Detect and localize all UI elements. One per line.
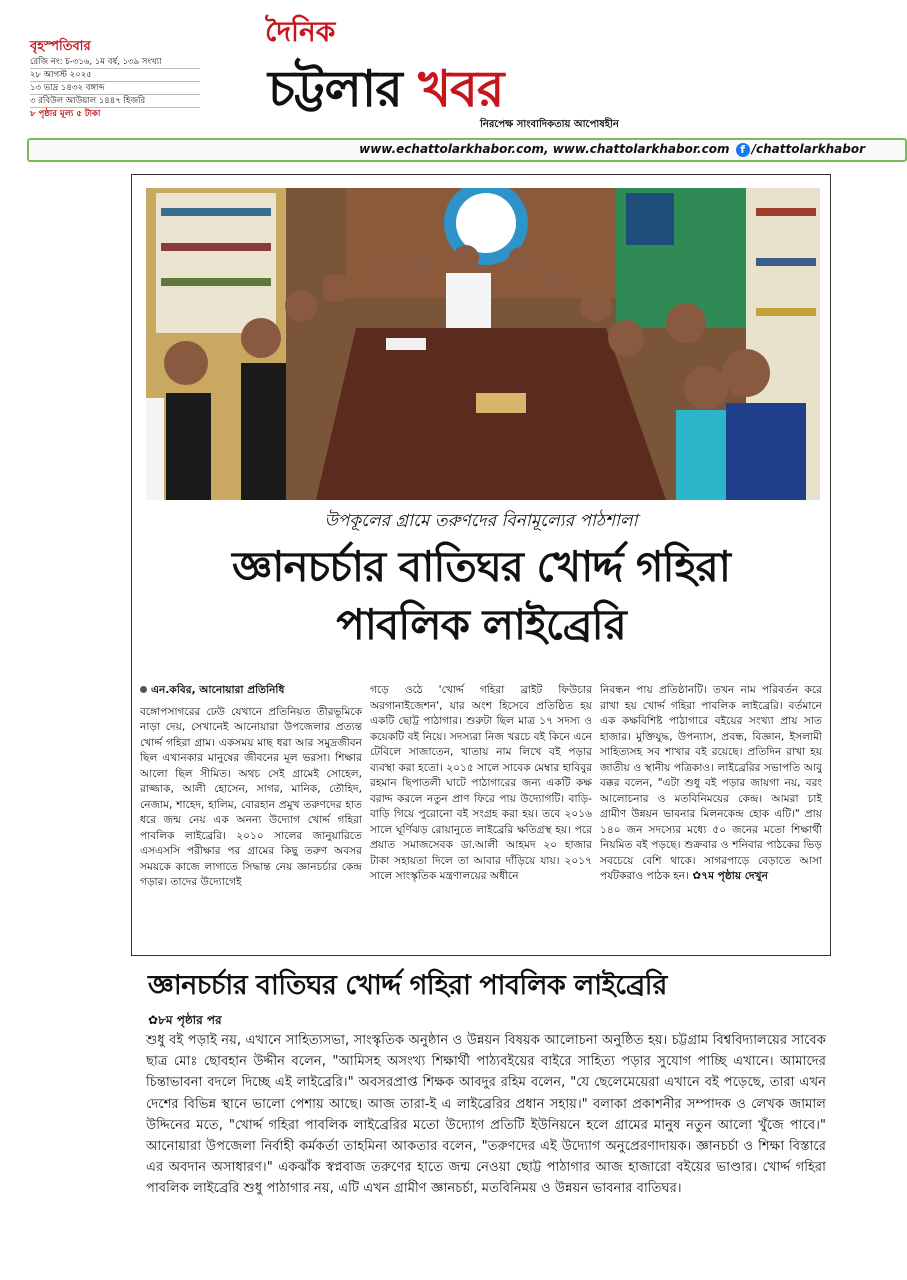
url-text xyxy=(359,142,865,157)
continued-text: ৭ম পৃষ্ঠায় দেখুন xyxy=(701,870,768,882)
byline xyxy=(140,683,362,699)
facebook-icon: f xyxy=(736,143,750,157)
headline-line-2: পাবলিক লাইব্রেরি xyxy=(336,600,626,649)
column-1 xyxy=(140,683,362,948)
column-2 xyxy=(370,683,592,948)
continued-link[interactable]: ✿৭ম পৃষ্ঠায় দেখুন xyxy=(692,870,768,882)
logo-part-1: চট্টলার xyxy=(268,59,402,118)
column-3 xyxy=(600,683,822,948)
group-photo-icon xyxy=(146,188,820,500)
column-2-text: গড়ে ওঠে 'খোর্দ্দ গহিরা ব্রাইট ফিউচার অরগানাইজেশন', যার অংশ হিসেবে প্রতিষ্ঠিত হয় একটি ছোট্ট পাঠাগার। শুরুটা ছিল মাত্র ১৭ সদস্য ও কয়েকটি বই নিয়ে। সদস্যরা নিজ খরচে বই কিনে এনে টেবিলে সাজাতেন, খাতায় নাম লিখে বই পড়ার ব্যবস্থা করা হতো। ২০১৫ সালে সাবেক মেম্বার হাবিবুর রহমান ছিপাতলী ঘাটে পাঠাগারের জন্য একটি কক্ষ বরাদ্দ করলে নতুন প্রাণ ফিরে পায় উদ্যোগটি। বাড়ি-বাড়ি গিয়ে পুরোনো বই সংগ্রহ করা হয়। তবে ২০১৬ সালে ঘূর্ণিঝড় রোয়ানুতে লাইব্রেরি ক্ষতিগ্রস্থ হয়। পরে প্রয়াত সমাজসেবক ডা.আলী আহমদ ২০ হাজার টাকা সহায়তা দিলে তা আবার দাঁড়িয়ে যায়। ২০১৭ সালে সাংস্কৃতিক মন্ত্রণালয়ের অধীনে xyxy=(370,684,592,882)
article-columns xyxy=(140,683,822,948)
photo-caption: উপকূলের গ্রামে তরুণদের বিনামূল্যের পাঠশালা xyxy=(324,511,638,531)
column-1-text: বঙ্গোপসাগরের ঢেউ যেখানে প্রতিনিয়ত তীরভূমিকে নাড়া দেয়, সেখানেই আনোয়ারা উপজেলার প্রত্যন্ত খোর্দ্দ গহিরা গ্রাম। একসময় মাছ ধরা আর সমুদ্রজীবন ছিল এখানকার মানুষের জীবনের মূল ভরসা। শিক্ষার আলো ছিল সীমিত। অথচ সেই গ্রামেই সোহেল, রাজ্জাক, আলী হোসেন, সাগর, মানিক, তৌহিদ, নেজাম, শাহেদ, হালিম, বোরহান প্রমুখ তরুণদের হাত ধরে জন্ম নেয় এক অনন্য উদ্যোগ খোর্দ্দ গহিরা পাবলিক লাইব্রেরি। ২০১০ সালের জানুয়ারিতে এসএসসি পরীক্ষার পর গ্রামের কিছু তরুণ অবসর সময়কে কাজে লাগাতে সিদ্ধান্ত নেয় জ্ঞানচর্চার কেন্দ্র গড়ার। তাদের উদ্যোগেই xyxy=(140,705,362,888)
price: ৮ পৃষ্ঠার মূল্য ৫ টাকা xyxy=(30,109,101,119)
website-urls[interactable]: www.echattolarkhabor.com, www.chattolarkhabor.com xyxy=(359,142,730,156)
headline xyxy=(132,538,830,654)
url-bar xyxy=(27,138,907,162)
date-english: ২৮ আগস্ট ২০২৫ xyxy=(30,69,200,82)
date-hijri: ৩ রবিউল আউয়াল ১৪৪৭ হিজরি xyxy=(30,95,200,108)
logo-part-2: খবর xyxy=(418,59,504,118)
article-box xyxy=(131,174,831,956)
facebook-handle[interactable]: /chattolarkhabor xyxy=(751,142,865,156)
headline-line-1: জ্ঞানচর্চার বাতিঘর খোর্দ্দ গহিরা xyxy=(232,542,730,591)
tagline: নিরপেক্ষ সাংবাদিকতায় আপোষহীন xyxy=(480,119,619,130)
newspaper-logo xyxy=(268,52,503,135)
continuation-body xyxy=(146,1030,826,1200)
byline-text: এন.কবির, আনোয়ারা প্রতিনিধি xyxy=(151,684,285,696)
continuation-title: জ্ঞানচর্চার বাতিঘর খোর্দ্দ গহিরা পাবলিক লাইব্রেরি xyxy=(148,970,667,1001)
continuation-from: ✿৮ম পৃষ্ঠার পর xyxy=(148,1013,222,1027)
photo-illustration xyxy=(146,188,820,500)
registration: রেজি নং: চ-৩১৬, ১ম বর্ষ, ১৩৯ সংখ্যা xyxy=(30,56,200,69)
date-bangla: ১৩ ভাদ্র ১৪৩২ বঙ্গাব্দ xyxy=(30,82,200,95)
logo-dainik: দৈনিক xyxy=(265,15,336,48)
issue-info xyxy=(30,38,200,120)
continuation-text: শুধু বই পড়াই নয়, এখানে সাহিত্যসভা, সাংস্কৃতিক অনুষ্ঠান ও উন্নয়ন বিষয়ক আলোচনা অনুষ্ঠিত হয়। চট্টগ্রাম বিশ্ববিদ্যালয়ের সাবেক ছাত্র মোঃ ছোবহান উদ্দীন বলেন, "আমিসহ অসংখ্য শিক্ষার্থী পাঠ্যবইয়ের বাইরে সাহিত্য পড়ার সুযোগ পাচ্ছি এখানে। আমাদের চিন্তাভাবনা বদলে দিচ্ছে এই লাইব্রেরি।" অবসরপ্রাপ্ত শিক্ষক আবদুর রহিম বলেন, "যে ছেলেমেয়েরা এখানে বই পড়েছে, তারা এখন দেশের বিভিন্ন স্থানে ভালো পেশায় আছে। আজ তারা-ই এ লাইব্রেরির প্রধান সহায়।" বলাকা প্রকাশনীর সম্পাদক ও লেখক জামাল উদ্দিনের মতে, "খোর্দ্দ গহিরা পাবলিক লাইব্রেরির মতো উদ্যোগ প্রতিটি ইউনিয়নে হলে গ্রামের মানুষ নতুন আলো খুঁজে পাবে।" আনোয়ারা উপজেলা নির্বাহী কর্মকর্তা তাহমিনা আকতার বলেন, "তরুণদের এই উদ্যোগ অনুপ্রেরণাদায়ক। জ্ঞানচর্চা ও শিক্ষা বিস্তারে এর অবদান অসাধারণ।" একঝাঁক স্বপ্নবাজ তরুণের হাতে জন্ম নেওয়া ছোট্ট পাঠাগার আজ হাজারো বইয়ের ভাণ্ডার। খোর্দ্দ গহিরা পাবলিক লাইব্রেরি শুধু পাঠাগার নয়, এটি এখন গ্রামীণ জ্ঞানচর্চা, মতবিনিময় ও উন্নয়ন ভাবনার বাতিঘর। xyxy=(146,1033,827,1197)
bullet-icon xyxy=(140,686,147,693)
column-3-text: নিবন্ধন পায় প্রতিষ্ঠানটি। তখন নাম পরিবর্তন করে রাখা হয় খোর্দ্দ গহিরা পাবলিক লাইব্রেরি। বর্তমানে এক কক্ষবিশিষ্ট পাঠাগারে বইয়ের সংখ্যা প্রায় সাত হাজার। মুক্তিযুদ্ধ, উপন্যাস, প্রবন্ধ, বিজ্ঞান, ইসলামী সাহিত্যসহ সব শাখার বই রয়েছে। প্রতিদিন রাখা হয় জাতীয় ও স্থানীয় পত্রিকাও। লাইব্রেরির সভাপতি আবু বক্কর বলেন, "এটা শুধু বই পড়ার জায়গা নয়, বরং আলোচনার ও মতবিনিময়ের কেন্দ্র। আমরা চাই গ্রামীণ উন্নয়ন ভাবনার মিলনকেন্দ্র হোক এটি।" প্রায় ১৪০ জন সদস্যের মধ্যে ৫০ জনের মতো শিক্ষার্থী নিয়মিত বই পড়ছে। শুক্রবার ও শনিবার পাঠকের ভিড় সবচেয়ে বেশি থাকে। সাগরপাড়ে বেড়াতে আসা পর্যটকরাও পাঠক হন। xyxy=(600,684,822,882)
continuation-from-text: ৮ম পৃষ্ঠার পর xyxy=(158,1013,222,1027)
issue-day: বৃহস্পতিবার xyxy=(30,39,91,54)
masthead xyxy=(0,0,907,135)
